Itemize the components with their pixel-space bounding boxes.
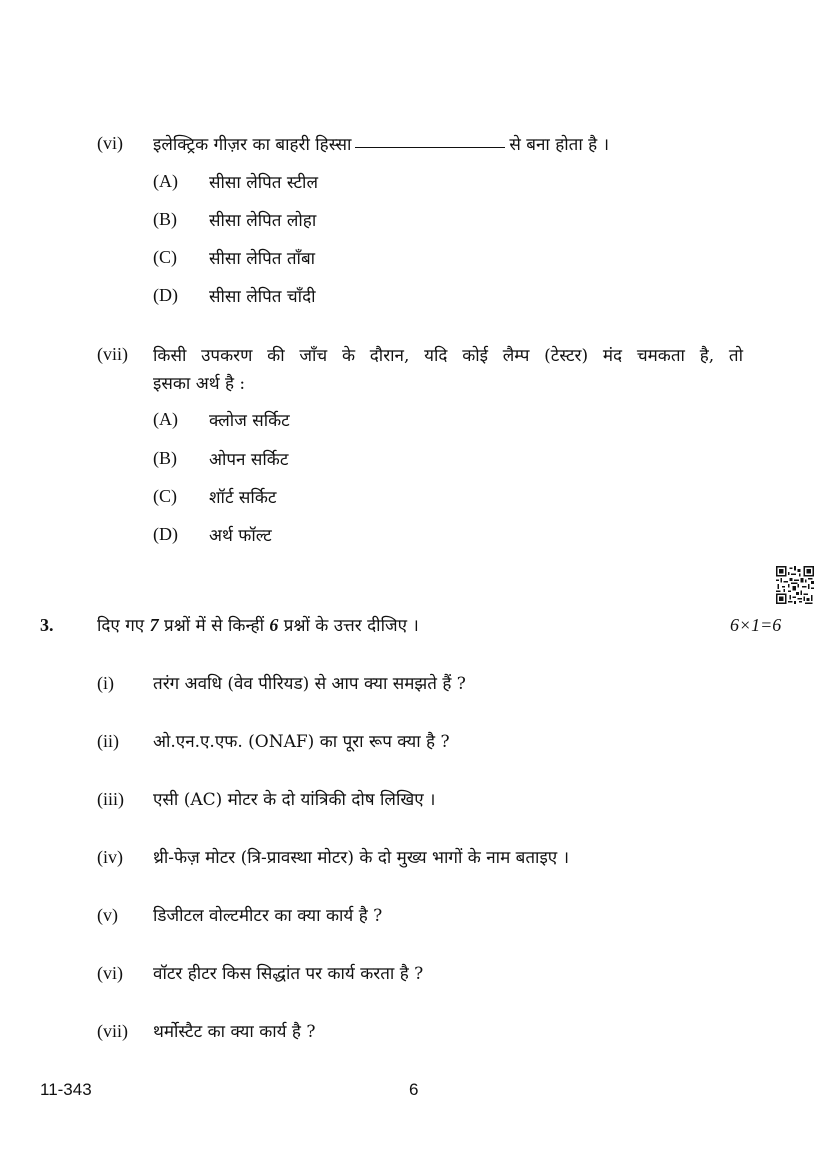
- question-text-line1: किसी उपकरण की जाँच के दौरान, यदि कोई लैम्प (टेस्टर) मंद चमकता है, तो: [153, 346, 743, 366]
- option-text: सीसा लेपित ताँबा: [209, 249, 316, 269]
- sub-question-number: (iv): [97, 847, 123, 867]
- page-number: 6: [409, 1080, 419, 1099]
- option-text: ओपन सर्किट: [209, 450, 289, 470]
- option-text: सीसा लेपित चाँदी: [209, 287, 316, 307]
- option-text: शॉर्ट सर्किट: [209, 488, 277, 508]
- count-total: 7: [149, 615, 159, 635]
- question-text-after: से बना होता है ।: [509, 135, 610, 155]
- sub-question-number: (vii): [97, 1021, 128, 1041]
- count-answer: 6: [269, 615, 279, 635]
- question-number: 3.: [40, 615, 54, 635]
- option-label: (C): [153, 486, 177, 506]
- marks-distribution: 6×1=6: [730, 615, 782, 635]
- option-text: सीसा लेपित लोहा: [209, 211, 317, 231]
- question-text: [153, 132, 609, 155]
- option-label: (B): [153, 209, 177, 229]
- sub-question-text: तरंग अवधि (वेव पीरियड) से आप क्या समझते हैं ?: [153, 674, 466, 694]
- sub-question-number: (vi): [97, 963, 123, 983]
- question-instruction: [97, 613, 419, 636]
- option-label: (D): [153, 285, 178, 305]
- sub-question-text: थ्री-फेज़ मोटर (त्रि-प्रावस्था मोटर) के दो मुख्य भागों के नाम बताइए ।: [153, 848, 570, 868]
- question-text-before: इलेक्ट्रिक गीज़र का बाहरी हिस्सा: [153, 135, 352, 155]
- option-label: (A): [153, 409, 178, 429]
- instruction-part: प्रश्नों के उत्तर दीजिए ।: [283, 616, 419, 636]
- option-label: (B): [153, 448, 177, 468]
- sub-question-text: थर्मोस्टैट का क्या कार्य है ?: [153, 1022, 316, 1042]
- sub-question-text: डिजीटल वोल्टमीटर का क्या कार्य है ?: [153, 906, 383, 926]
- sub-question-number: (v): [97, 905, 118, 925]
- instruction-part: दिए गए: [97, 616, 145, 636]
- option-text: अर्थ फॉल्ट: [209, 526, 272, 546]
- option-text: क्लोज सर्किट: [209, 411, 290, 431]
- sub-question-number: (ii): [97, 731, 119, 751]
- question-text-line2: इसका अर्थ है :: [153, 374, 246, 394]
- question-number: (vii): [97, 344, 128, 364]
- option-label: (D): [153, 524, 178, 544]
- option-text: सीसा लेपित स्टील: [209, 173, 318, 193]
- sub-question-text: वॉटर हीटर किस सिद्धांत पर कार्य करता है ?: [153, 964, 424, 984]
- paper-code: 11-343: [40, 1080, 92, 1099]
- qr-code-icon: [776, 566, 814, 604]
- sub-question-number: (iii): [97, 789, 124, 809]
- question-number: (vi): [97, 133, 123, 153]
- sub-question-number: (i): [97, 673, 114, 693]
- option-label: (A): [153, 171, 178, 191]
- fill-blank: [355, 147, 505, 148]
- option-label: (C): [153, 247, 177, 267]
- instruction-part: प्रश्नों में से किन्हीं: [164, 616, 264, 636]
- sub-question-text: एसी (AC) मोटर के दो यांत्रिकी दोष लिखिए ।: [153, 790, 436, 810]
- sub-question-text: ओ.एन.ए.एफ. (ONAF) का पूरा रूप क्या है ?: [153, 732, 450, 752]
